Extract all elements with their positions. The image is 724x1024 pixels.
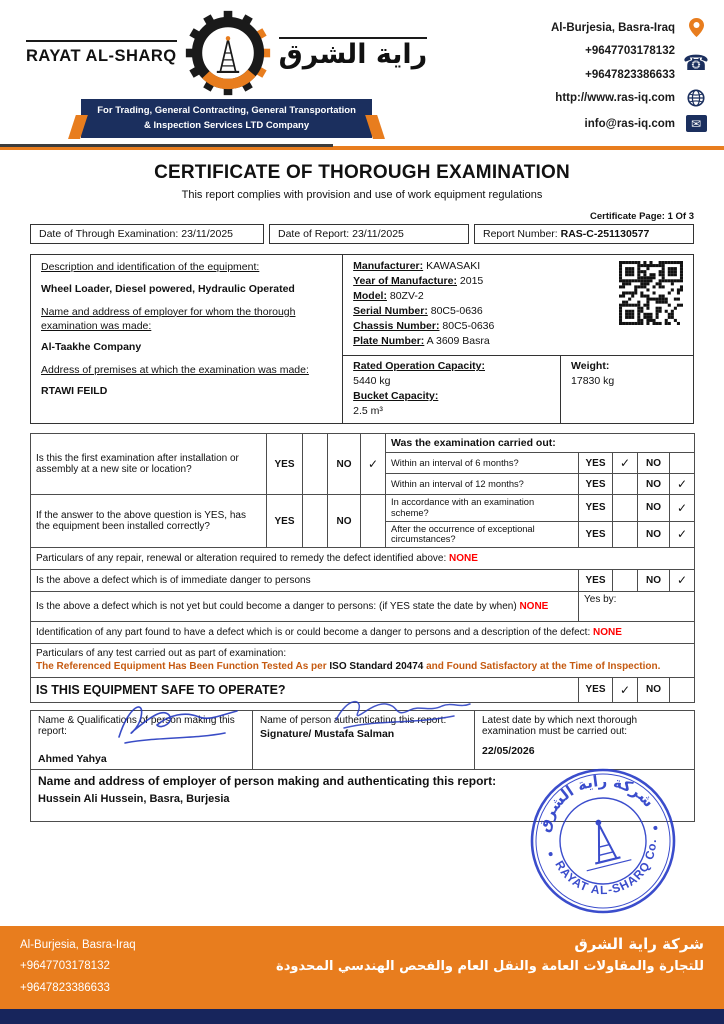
footer-phone2: +9647823386633: [20, 981, 110, 994]
footer-navy-strip: [0, 1009, 724, 1024]
employer-name: Al-Taakhe Company: [41, 340, 142, 353]
maker-label: Name & Qualifications of person making this report:: [38, 714, 235, 737]
phone-icon: ☎: [682, 50, 710, 75]
report-number-box: [474, 224, 694, 244]
equipment-fields: [343, 255, 619, 355]
qr-code: [619, 255, 693, 355]
test-text-2: and Found Satisfactory at the Time of Inspection.: [426, 661, 661, 673]
footer-phone1: +9647703178132: [20, 960, 110, 973]
weight-value: 17830 kg: [571, 375, 615, 388]
yes-label: YES: [579, 453, 613, 474]
yes-label: YES: [579, 569, 613, 591]
contact-website-row: [555, 89, 708, 107]
future-danger-value: NONE: [519, 600, 549, 612]
company-logo-block: [26, 10, 427, 138]
field-label: Plate Number:: [353, 335, 425, 348]
checkbox-exceptional-yes: [613, 521, 638, 547]
field-label: Serial Number:: [353, 305, 428, 318]
meta-row: [30, 224, 694, 244]
equipment-left-column: [31, 255, 342, 423]
premises-name: RTAWI FEILD: [41, 385, 108, 398]
checkbox-scheme-yes: [613, 495, 638, 521]
company-banner: [81, 99, 372, 138]
field-value: 80ZV-2: [389, 290, 424, 303]
stamp-text-arabic: شركة راية الشرق: [534, 771, 658, 835]
contact-email-row: [585, 115, 708, 132]
contact-address: Al-Burjesia, Basra-Iraq: [551, 21, 675, 34]
footer-arabic-block: [276, 935, 704, 974]
checkbox-immediate-yes: [613, 569, 638, 591]
maker-name: Ahmed Yahya: [38, 752, 107, 765]
yes-by-cell: Yes by:: [579, 591, 695, 621]
header: [0, 0, 724, 138]
test-text-1: The Referenced Equipment Has Been Function Tested As per: [36, 661, 327, 673]
contact-email: info@ras-iq.com: [584, 117, 675, 130]
checkbox-q1-yes: [303, 434, 328, 495]
field-value: KAWASAKI: [426, 260, 481, 273]
no-label: NO: [328, 434, 361, 495]
field-label: Model:: [353, 290, 387, 303]
report-maker-cell: [31, 710, 253, 769]
carried-out-header: Was the examination carried out:: [386, 434, 695, 453]
checkbox-12months-no: ✓: [670, 474, 695, 495]
globe-icon: [684, 89, 708, 107]
footer-orange-band: [0, 926, 724, 1009]
premises-label: Address of premises at which the examination was made:: [41, 363, 309, 376]
question-installed-correctly: If the answer to the above question is YES, has the equipment been installed correctly?: [31, 495, 267, 548]
field-label: Year of Manufacture:: [353, 275, 457, 288]
contact-address-row: [551, 18, 708, 37]
repair-value: NONE: [449, 552, 478, 564]
bucket-capacity-label: Bucket Capacity:: [353, 389, 439, 402]
repair-label: Particulars of any repair, renewal or alteration required to remedy the defect identified above:: [36, 552, 447, 564]
interval-question: After the occurrence of exceptional circumstances?: [386, 521, 579, 547]
interval-question: Within an interval of 6 months?: [386, 453, 579, 474]
question-first-exam: Is this the first examination after installation or assembly at a new site or location?: [31, 434, 267, 495]
future-danger-row: [31, 591, 579, 621]
examination-table: [30, 433, 695, 703]
title-block: [0, 162, 724, 201]
weight-cell: [560, 356, 693, 423]
report-employer-label: Name and address of employer of person making and authenticating this report:: [38, 773, 497, 788]
no-label: NO: [638, 521, 670, 547]
checkbox-6months-yes: ✓: [613, 453, 638, 474]
footer-tagline-ar: للتجارة والمقاولات العامة والنقل العام والفحص الهندسي المحدودة: [276, 959, 704, 975]
checkbox-safe-yes: ✓: [613, 677, 638, 702]
contact-phone2: +9647823386633: [585, 69, 675, 81]
field-label: Manufacturer:: [353, 260, 424, 273]
certificate-title: CERTIFICATE OF THOROUGH EXAMINATION: [154, 162, 570, 184]
checkbox-6months-no: [670, 453, 695, 474]
banner-line2: & Inspection Services LTD Company: [144, 119, 310, 131]
no-label: NO: [638, 474, 670, 495]
yes-label: YES: [267, 434, 303, 495]
weight-label: Weight:: [571, 360, 610, 373]
footer-address: Al-Burjesia, Basra-Iraq: [20, 939, 136, 952]
banner-line1: For Trading, General Contracting, General Transportation: [97, 105, 356, 116]
report-date-label: Date of Report:: [278, 228, 350, 241]
next-examination-cell: [475, 710, 695, 769]
rated-capacity-value: 5440 kg: [353, 375, 391, 388]
checkbox-q1-no: ✓: [361, 434, 386, 495]
interval-question: In accordance with an examination scheme?: [386, 495, 579, 521]
yes-label: YES: [579, 521, 613, 547]
report-date-value: 23/11/2025: [352, 228, 404, 241]
capacity-cell: [343, 356, 560, 423]
no-label: NO: [638, 677, 670, 702]
checkbox-q2-yes: [303, 495, 328, 548]
header-divider: [0, 146, 724, 150]
contact-website: http://www.ras-iq.com: [555, 92, 675, 104]
identification-value: NONE: [593, 626, 622, 638]
checkbox-scheme-no: ✓: [670, 495, 695, 521]
test-iso-standard: ISO Standard 20474: [329, 661, 424, 673]
identification-label: Identification of any part found to have a defect which is or could become a danger to persons and a description of the defect:: [36, 626, 591, 638]
footer-company-ar: شركة راية الشرق: [574, 935, 704, 954]
yes-label: YES: [579, 495, 613, 521]
no-label: NO: [328, 495, 361, 548]
checkbox-immediate-no: ✓: [670, 569, 695, 591]
future-danger-label: Is the above a defect which is not yet but could become a danger to persons: (if YES state the date by when): [36, 600, 517, 612]
next-exam-label: Latest date by which next thorough examination must be carried out:: [482, 714, 638, 737]
certificate-page-number: Certificate Page: 1 Of 3: [589, 211, 694, 223]
identification-row: [31, 621, 695, 643]
contact-phones-row: [585, 45, 708, 81]
equipment-description: Wheel Loader, Diesel powered, Hydraulic Operated: [41, 282, 295, 295]
header-contact-block: [551, 10, 708, 132]
checkbox-exceptional-no: ✓: [670, 521, 695, 547]
field-value: 80C5-0636: [430, 305, 483, 318]
bucket-capacity-value: 2.5 m³: [353, 404, 383, 417]
exam-date-value: 23/11/2025: [181, 228, 234, 241]
report-employer-name: Hussein Ali Hussein, Basra, Burjesia: [38, 792, 230, 805]
email-icon: ✉: [686, 115, 707, 132]
authenticator-name: Signature/ Mustafa Salman: [260, 727, 395, 740]
checkbox-safe-no: [670, 677, 695, 702]
location-pin-icon: [684, 18, 708, 37]
employer-label: Name and address of employer for whom the thorough examination was made:: [41, 305, 296, 332]
repair-particulars-row: [31, 547, 695, 569]
no-label: NO: [638, 569, 670, 591]
report-authenticator-cell: [253, 710, 475, 769]
interval-question: Within an interval of 12 months?: [386, 474, 579, 495]
field-label: Chassis Number:: [353, 320, 440, 333]
report-number-value: RAS-C-251130577: [560, 228, 650, 241]
equipment-section: [30, 254, 694, 424]
checkbox-12months-yes: [613, 474, 638, 495]
company-name-en: RAYAT AL-SHARQ: [26, 40, 177, 66]
gear-derrick-logo-icon: [185, 10, 271, 96]
stamp-derrick-icon: [576, 815, 632, 871]
equipment-right-column: [342, 255, 693, 423]
immediate-danger-question: Is the above a defect which is of immediate danger to persons: [31, 569, 579, 591]
yes-label: YES: [267, 495, 303, 548]
contact-phone1: +9647703178132: [585, 45, 675, 57]
equipment-description-label: Description and identification of the equipment:: [41, 261, 260, 274]
yes-label: YES: [579, 474, 613, 495]
footer: [0, 926, 724, 1024]
no-label: NO: [638, 495, 670, 521]
certificate-subtitle: This report complies with provision and use of work equipment regulations: [181, 189, 543, 202]
stamp-text-english: RAYAT AL-SHARQ Co.: [552, 838, 660, 898]
company-name-ar: راية الشرق: [278, 38, 428, 70]
test-label: Particulars of any test carried out as part of examination:: [36, 648, 287, 660]
exam-date-box: [30, 224, 264, 244]
footer-contact: [20, 935, 136, 999]
exam-date-label: Date of Through Examination:: [39, 228, 179, 241]
rated-capacity-label: Rated Operation Capacity:: [353, 360, 485, 373]
checkbox-q2-no: [361, 495, 386, 548]
field-value: A 3609 Basra: [426, 335, 490, 348]
no-label: NO: [638, 453, 670, 474]
report-date-box: [269, 224, 469, 244]
test-particulars-row: [31, 643, 695, 677]
authenticator-label: Name of person authenticating this report:: [260, 714, 447, 726]
yes-label: YES: [579, 677, 613, 702]
field-value: 2015: [459, 275, 484, 288]
next-exam-date: 22/05/2026: [482, 744, 535, 757]
company-stamp: [528, 766, 678, 916]
field-value: 80C5-0636: [442, 320, 495, 333]
report-number-label: Report Number:: [483, 228, 558, 241]
safe-to-operate-question: IS THIS EQUIPMENT SAFE TO OPERATE?: [31, 677, 579, 702]
